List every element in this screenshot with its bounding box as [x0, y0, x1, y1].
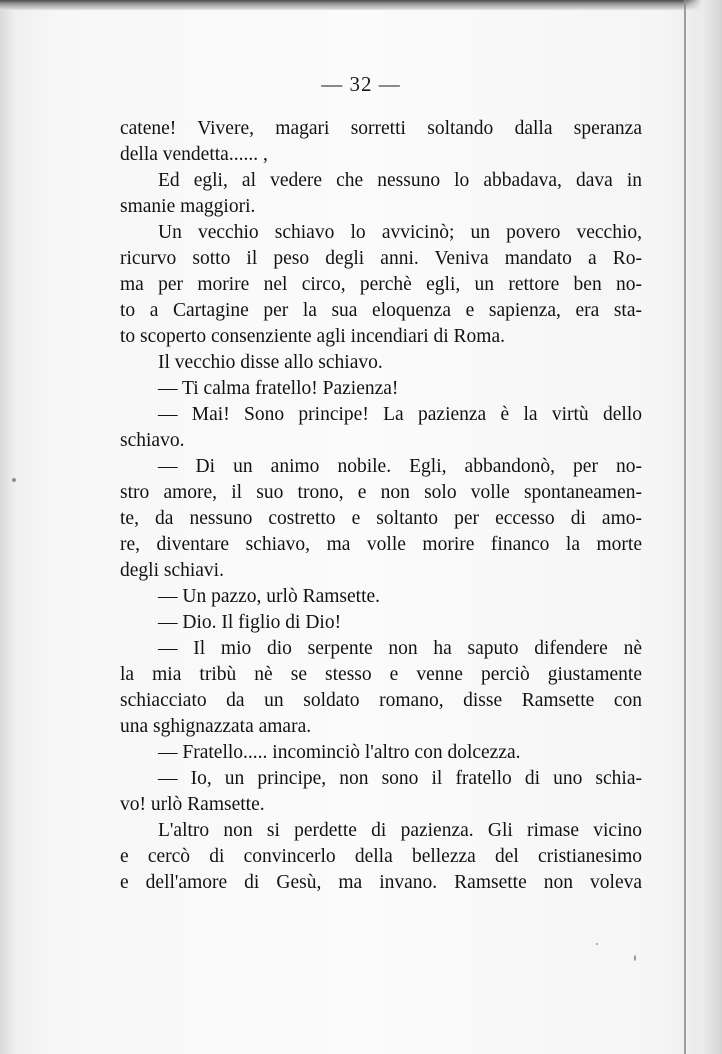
text-line: e dell'amore di Gesù, ma invano. Ramsette non voleva: [120, 872, 642, 893]
text-line: to scoperto consenziente agli incendiari di Roma.: [120, 326, 506, 347]
text-line: schiavo.: [120, 430, 185, 451]
text-line: Il vecchio disse allo schiavo.: [158, 352, 383, 373]
page-number: — 32 —: [321, 72, 401, 96]
text-line: — Mai! Sono principe! La pazienza è la virtù dello: [158, 404, 642, 425]
page-body-text: [120, 116, 642, 896]
text-line: to a Cartagine per la sua eloquenza e sapienza, era sta-: [120, 300, 642, 321]
text-line: e cercò di convincerlo della bellezza del cristianesimo: [120, 846, 642, 867]
text-line: ma per morire nel circo, perchè egli, un rettore ben no-: [120, 274, 642, 295]
text-line: — Il mio dio serpente non ha saputo difendere nè: [158, 638, 642, 659]
text-line: re, diventare schiavo, ma volle morire financo la morte: [120, 534, 642, 555]
text-line: — Ti calma fratello! Pazienza!: [158, 378, 399, 399]
text-line: L'altro non si perdette di pazienza. Gli rimase vicino: [158, 820, 642, 841]
text-line: — Fratello..... incominciò l'altro con dolcezza.: [158, 742, 521, 763]
text-line: degli schiavi.: [120, 560, 224, 581]
page-fold-line: [684, 0, 686, 1054]
text-line: vo! urlò Ramsette.: [120, 794, 265, 815]
text-line: una sghignazzata amara.: [120, 716, 312, 737]
text-line: smanie maggiori.: [120, 196, 256, 217]
text-line: catene! Vivere, magari sorretti soltando dalla speranza: [120, 118, 642, 139]
text-line: la mia tribù nè se stesso e venne perciò giustamente: [120, 664, 642, 685]
text-line: — Io, un principe, non sono il fratello di uno schia-: [158, 768, 642, 789]
page-top-shadow: [0, 0, 722, 10]
paper-speck: [634, 955, 636, 961]
page-right-shadow: [682, 0, 722, 1054]
text-line: stro amore, il suo trono, e non solo volle spontaneamen-: [120, 482, 642, 503]
text-line: schiacciato da un soldato romano, disse Ramsette con: [120, 690, 642, 711]
text-line: Ed egli, al vedere che nessuno lo abbadava, dava in: [158, 170, 642, 191]
text-line: — Dio. Il figlio di Dio!: [158, 612, 342, 633]
text-line: te, da nessuno costretto e soltanto per eccesso di amo-: [120, 508, 642, 529]
text-line: — Un pazzo, urlò Ramsette.: [158, 586, 381, 607]
text-line: ricurvo sotto il peso degli anni. Veniva mandato a Ro-: [120, 248, 642, 269]
paper-speck: [596, 943, 598, 945]
text-line: Un vecchio schiavo lo avvicinò; un povero vecchio,: [158, 222, 642, 243]
text-line: della vendetta...... ,: [120, 144, 268, 165]
text-line: — Di un animo nobile. Egli, abbandonò, per no-: [158, 456, 642, 477]
paper-speck: [12, 478, 16, 482]
